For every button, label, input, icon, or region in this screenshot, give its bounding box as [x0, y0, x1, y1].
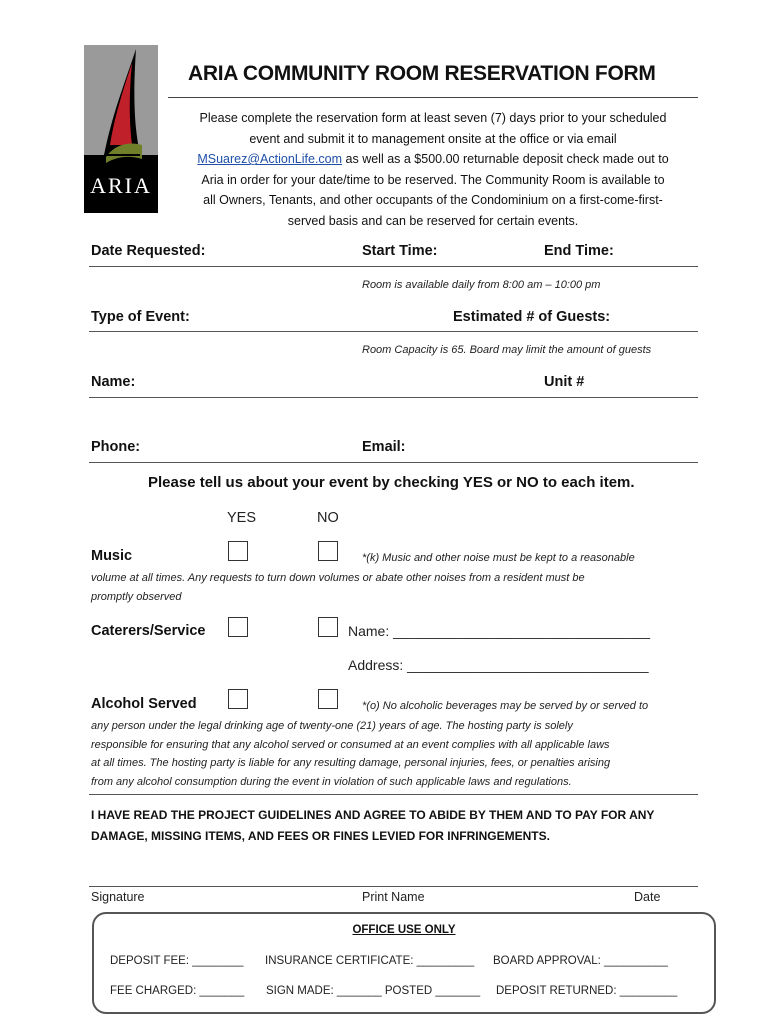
office-use-title: OFFICE USE ONLY	[352, 924, 456, 936]
email-link[interactable]: MSuarez@ActionLife.com	[197, 152, 343, 167]
alcohol-note: any person under the legal drinking age of twenty-one (21) years of age. The hosting party is solely	[91, 720, 573, 732]
end-time-label: End Time:	[544, 243, 614, 259]
intro-line: served basis and can be reserved for certain events.	[287, 213, 579, 228]
form-title: ARIA COMMUNITY ROOM RESERVATION FORM	[188, 62, 656, 85]
title-divider	[168, 97, 698, 98]
music-note: promptly observed	[91, 591, 182, 603]
music-note: *(k) Music and other noise must be kept to a reasonable	[362, 552, 635, 564]
alcohol-note: from any alcohol consumption during the event in violation of such applicable laws and regulations.	[91, 776, 572, 788]
print-name-label: Print Name	[362, 890, 425, 904]
hours-note: Room is available daily from 8:00 am – 10:00 pm	[362, 279, 601, 291]
music-note: volume at all times. Any requests to turn down volumes or abate other noises from a resident must be	[91, 572, 585, 584]
sail-icon	[84, 45, 158, 175]
caterers-no-checkbox[interactable]	[318, 617, 338, 637]
agreement-line: DAMAGE, MISSING ITEMS, AND FEES OR FINES LEVIED FOR INFRINGEMENTS.	[91, 829, 550, 843]
intro-line: MSuarez@ActionLife.com as well as a $500.00 returnable deposit check made out to	[197, 152, 669, 167]
alcohol-yes-checkbox[interactable]	[228, 689, 248, 709]
intro-line: Aria in order for your date/time to be reserved. The Community Room is available to	[201, 172, 665, 187]
board-approval-field[interactable]: BOARD APPROVAL: __________	[493, 955, 668, 967]
music-no-checkbox[interactable]	[318, 541, 338, 561]
date-time-field[interactable]	[89, 266, 698, 267]
agreement-line: I HAVE READ THE PROJECT GUIDELINES AND AGREE TO ABIDE BY THEM AND TO PAY FOR ANY	[91, 808, 655, 822]
sign-made-posted-field[interactable]: SIGN MADE: _______ POSTED _______	[266, 985, 481, 997]
intro-line: all Owners, Tenants, and other occupants of the Condominium on a first-come-first-	[203, 193, 663, 208]
name-label: Name:	[91, 374, 136, 390]
caterer-address-field[interactable]: Address: _______________________________	[348, 657, 649, 673]
deposit-returned-field[interactable]: DEPOSIT RETURNED: _________	[496, 985, 678, 997]
date-requested-label: Date Requested:	[91, 243, 206, 259]
music-yes-checkbox[interactable]	[228, 541, 248, 561]
type-of-event-label: Type of Event:	[91, 309, 190, 325]
signature-label: Signature	[91, 890, 145, 904]
caterers-label: Caterers/Service	[91, 623, 206, 639]
caterer-name-field[interactable]: Name: _________________________________	[348, 623, 651, 639]
agreement-text	[91, 805, 701, 847]
no-column-header: NO	[317, 510, 339, 526]
capacity-note: Room Capacity is 65. Board may limit the amount of guests	[362, 344, 652, 356]
caterers-yes-checkbox[interactable]	[228, 617, 248, 637]
alcohol-note: responsible for ensuring that any alcohol served or consumed at an event complies with all applicable laws	[91, 739, 610, 751]
intro-line: Please complete the reservation form at least seven (7) days prior to your scheduled	[199, 111, 667, 125]
fee-charged-field[interactable]: FEE CHARGED: _______	[110, 985, 245, 997]
email-label: Email:	[362, 439, 406, 455]
alcohol-note: *(o) No alcoholic beverages may be served by or served to	[362, 700, 649, 712]
phone-label: Phone:	[91, 439, 141, 455]
phone-email-field[interactable]	[89, 462, 698, 463]
logo-text: ARIA	[90, 173, 152, 198]
start-time-label: Start Time:	[362, 243, 438, 259]
alcohol-label: Alcohol Served	[91, 696, 197, 712]
intro-line: event and submit it to management onsite at the office or via email	[249, 131, 617, 146]
guests-label: Estimated # of Guests:	[453, 309, 611, 325]
insurance-certificate-field[interactable]: INSURANCE CERTIFICATE: _________	[265, 955, 475, 967]
section-divider	[89, 794, 698, 795]
intro-text	[168, 108, 698, 232]
date-label: Date	[634, 890, 661, 904]
unit-label: Unit #	[544, 374, 585, 390]
questions-title: Please tell us about your event by checking YES or NO to each item.	[148, 474, 635, 491]
deposit-fee-field[interactable]: DEPOSIT FEE: ________	[110, 955, 244, 967]
office-use-box	[92, 912, 716, 1014]
alcohol-no-checkbox[interactable]	[318, 689, 338, 709]
aria-logo	[84, 45, 158, 213]
alcohol-note: at all times. The hosting party is liable for any resulting damage, personal injuries, fees, or penalties arising	[91, 757, 611, 769]
yes-column-header: YES	[227, 510, 257, 526]
name-field[interactable]	[89, 397, 698, 398]
music-label: Music	[91, 548, 133, 564]
signature-line[interactable]	[89, 886, 698, 887]
event-field[interactable]	[89, 331, 698, 332]
